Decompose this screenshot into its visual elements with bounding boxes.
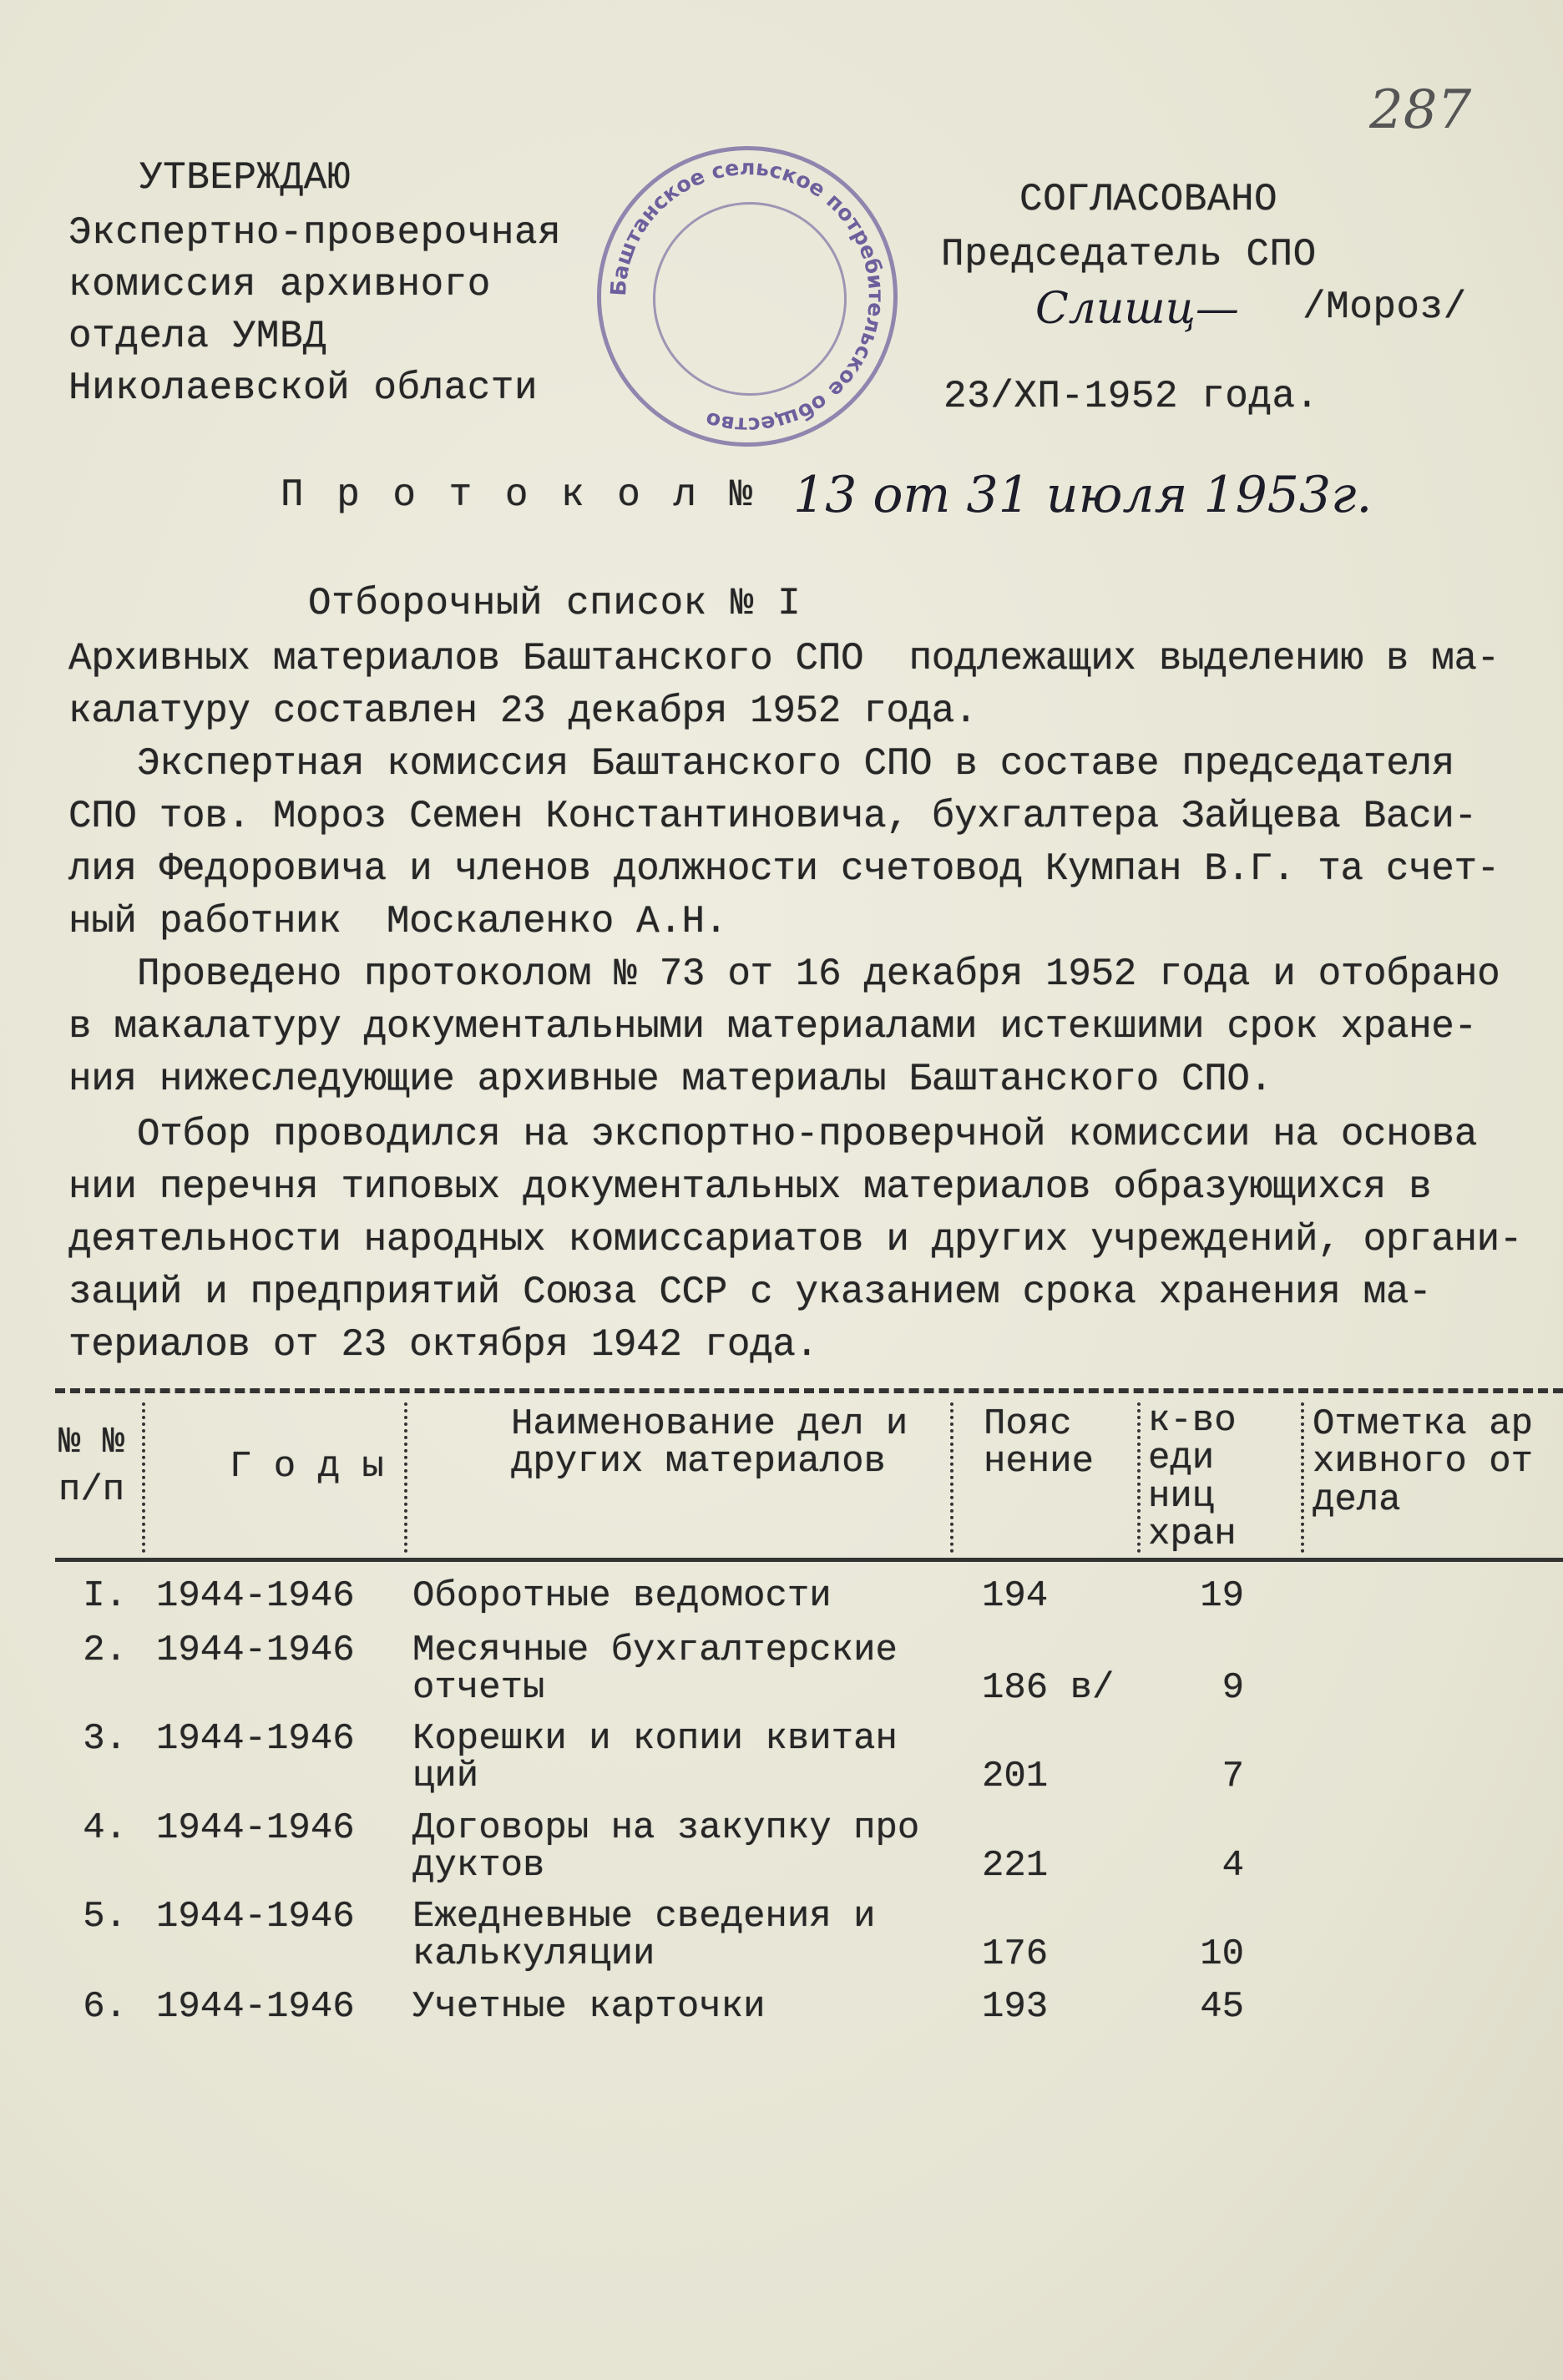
body-line: СПО тов. Мороз Семен Константиновича, бухгалтера Зайцева Васи-: [68, 795, 1477, 838]
row-count: 10: [1200, 1933, 1244, 1975]
row-years: 1944-1946: [156, 1575, 355, 1617]
row-count: 9: [1222, 1667, 1244, 1709]
column-divider: [142, 1402, 145, 1553]
svg-text:Баштанское сельское потребител: [606, 155, 888, 437]
approval-title: УТВЕРЖДАЮ: [139, 156, 351, 200]
stamp-text-ring: [601, 150, 893, 442]
body-line: деятельности народных комиссариатов и других учреждений, органи-: [68, 1218, 1523, 1261]
row-number: 3.: [83, 1718, 127, 1760]
row-count: 4: [1222, 1845, 1244, 1887]
approval-line: комиссия архивного: [68, 263, 491, 306]
row-count: 19: [1200, 1575, 1244, 1617]
row-name: Оборотные ведомости: [412, 1575, 832, 1617]
body-line: Экспертная комиссия Баштанского СПО в составе председателя: [137, 742, 1454, 786]
page-number: 287: [1369, 79, 1472, 141]
row-note: 221: [982, 1845, 1049, 1887]
agreement-name: /Мороз/: [1302, 285, 1467, 329]
protocol-title: П р о т о к о л №: [281, 473, 758, 517]
header-years: Г о д ы: [230, 1446, 384, 1488]
row-number: 5.: [83, 1896, 127, 1938]
column-divider: [1137, 1402, 1141, 1553]
protocol-handwritten-number: 13 от 31 июля 1953г.: [793, 466, 1373, 524]
row-years: 1944-1946: [156, 1896, 355, 1938]
table-header-rule: [55, 1558, 1563, 1562]
row-number: 4.: [83, 1807, 127, 1849]
stamp-text: Баштанское сельское потребительское общество: [605, 155, 888, 437]
body-line: териалов от 23 октября 1942 года.: [68, 1323, 818, 1367]
agreement-title: СОГЛАСОВАНО: [1019, 178, 1278, 221]
agreement-date: 23/ХП-1952 года.: [943, 375, 1319, 418]
column-divider: [950, 1402, 953, 1553]
approval-line: отдела УМВД: [68, 315, 327, 358]
row-name: Ежедневные сведения и калькуляции: [412, 1896, 876, 1976]
row-number: 6.: [83, 1986, 127, 2028]
body-line: калатуру составлен 23 декабря 1952 года.: [68, 690, 978, 733]
row-years: 1944-1946: [156, 1986, 355, 2028]
row-number: I.: [83, 1575, 127, 1617]
header-note: Пояс нение: [984, 1403, 1095, 1483]
row-name: Месячные бухгалтерские отчеты: [412, 1630, 898, 1710]
row-name: Корешки и копии квитан ций: [412, 1718, 898, 1798]
row-count: 45: [1200, 1986, 1244, 2028]
header-count: к-во еди ниц хран: [1148, 1400, 1237, 1555]
body-line: нии перечня типовых документальных материалов образующихся в: [68, 1165, 1432, 1209]
row-note: 194: [982, 1575, 1049, 1617]
signature: Слишц—: [1035, 284, 1239, 334]
row-note: 186 в/: [982, 1667, 1115, 1709]
row-count: 7: [1222, 1756, 1244, 1797]
row-number: 2.: [83, 1630, 127, 1671]
row-name: Договоры на закупку про дуктов: [412, 1807, 920, 1887]
row-years: 1944-1946: [156, 1718, 355, 1760]
column-divider: [404, 1402, 407, 1553]
official-stamp: [597, 146, 898, 447]
row-note: 201: [982, 1756, 1049, 1797]
body-line: заций и предприятий Союза ССР с указанием срока хранения ма-: [68, 1271, 1432, 1314]
body-line: лия Федоровича и членов должности счетовод Кумпан В.Г. та счет-: [68, 847, 1500, 891]
row-note: 193: [982, 1986, 1049, 2028]
column-divider: [1301, 1402, 1304, 1553]
row-name: Учетные карточки: [412, 1986, 766, 2028]
body-line: Отбор проводился на экспортно-проверчной комиссии на основа: [137, 1113, 1478, 1156]
table-top-rule: [55, 1388, 1563, 1393]
list-title: Отборочный список № I: [308, 582, 802, 625]
body-line: ния нижеследующие архивные материалы Баштанского СПО.: [68, 1058, 1272, 1101]
row-note: 176: [982, 1933, 1049, 1975]
approval-line: Николаевской области: [68, 366, 539, 410]
agreement-position: Председатель СПО: [941, 233, 1317, 276]
row-years: 1944-1946: [156, 1630, 355, 1671]
row-years: 1944-1946: [156, 1807, 355, 1849]
body-line: ный работник Москаленко А.Н.: [68, 900, 727, 943]
approval-line: Экспертно-проверочная: [68, 211, 562, 255]
body-line: в макалатуру документальными материалами истекшими срок хране-: [68, 1005, 1477, 1049]
body-line: Проведено протоколом № 73 от 16 декабря 1952 года и отобрано: [137, 953, 1500, 996]
header-archive-mark: Отметка ар хивного от дела: [1313, 1403, 1534, 1521]
header-number: № № п/п: [58, 1422, 125, 1512]
body-line: Архивных материалов Баштанского СПО подлежащих выделению в ма-: [68, 637, 1500, 680]
header-name: Наименование дел и других материалов: [511, 1403, 908, 1483]
